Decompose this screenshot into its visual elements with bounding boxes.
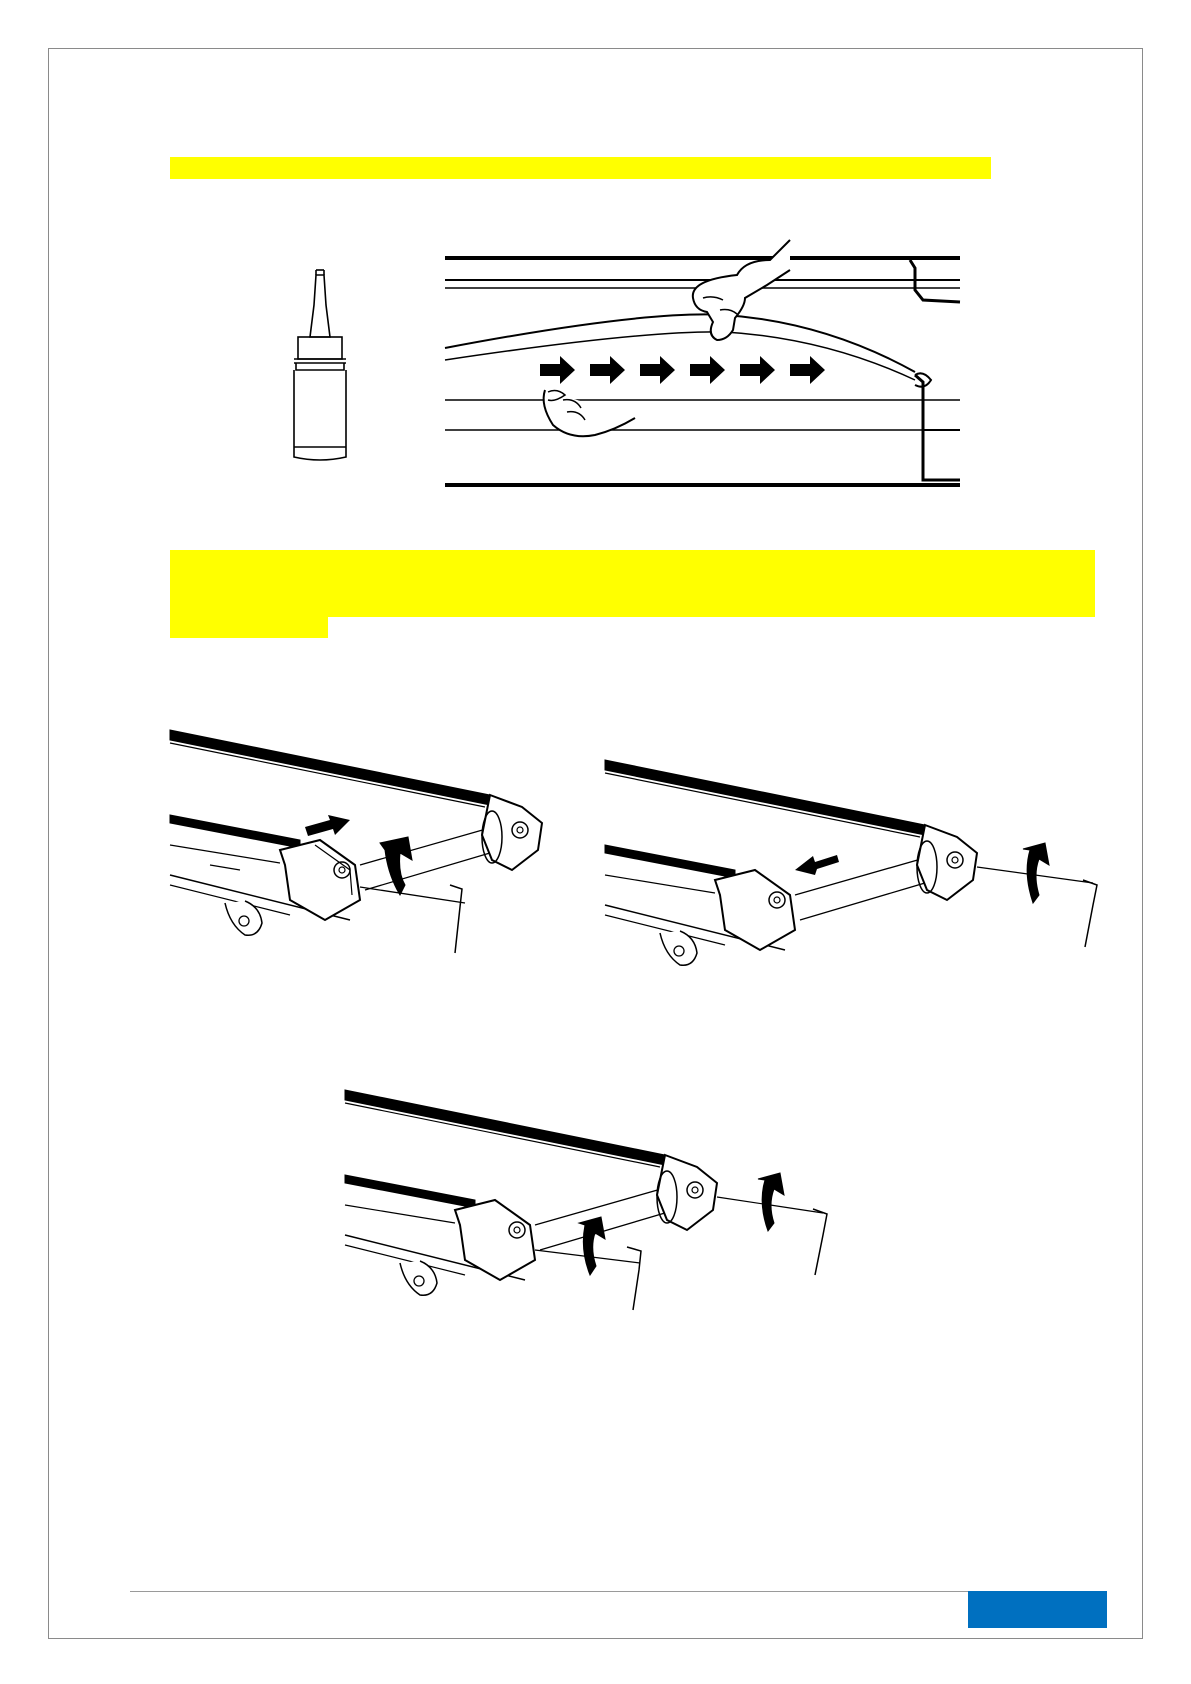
belt-tension-both-figure [345,1085,865,1315]
heading-highlight-1 [170,157,991,179]
heading-highlight-2b [170,617,328,638]
heading-highlight-2a [170,550,1095,617]
footer-rule [130,1591,968,1592]
belt-adjust-right-figure [605,755,1120,970]
oil-bottle-icon [280,265,360,465]
page-number-box [968,1591,1107,1628]
belt-adjust-left-figure [170,725,570,960]
belt-lubrication-figure [445,240,960,490]
